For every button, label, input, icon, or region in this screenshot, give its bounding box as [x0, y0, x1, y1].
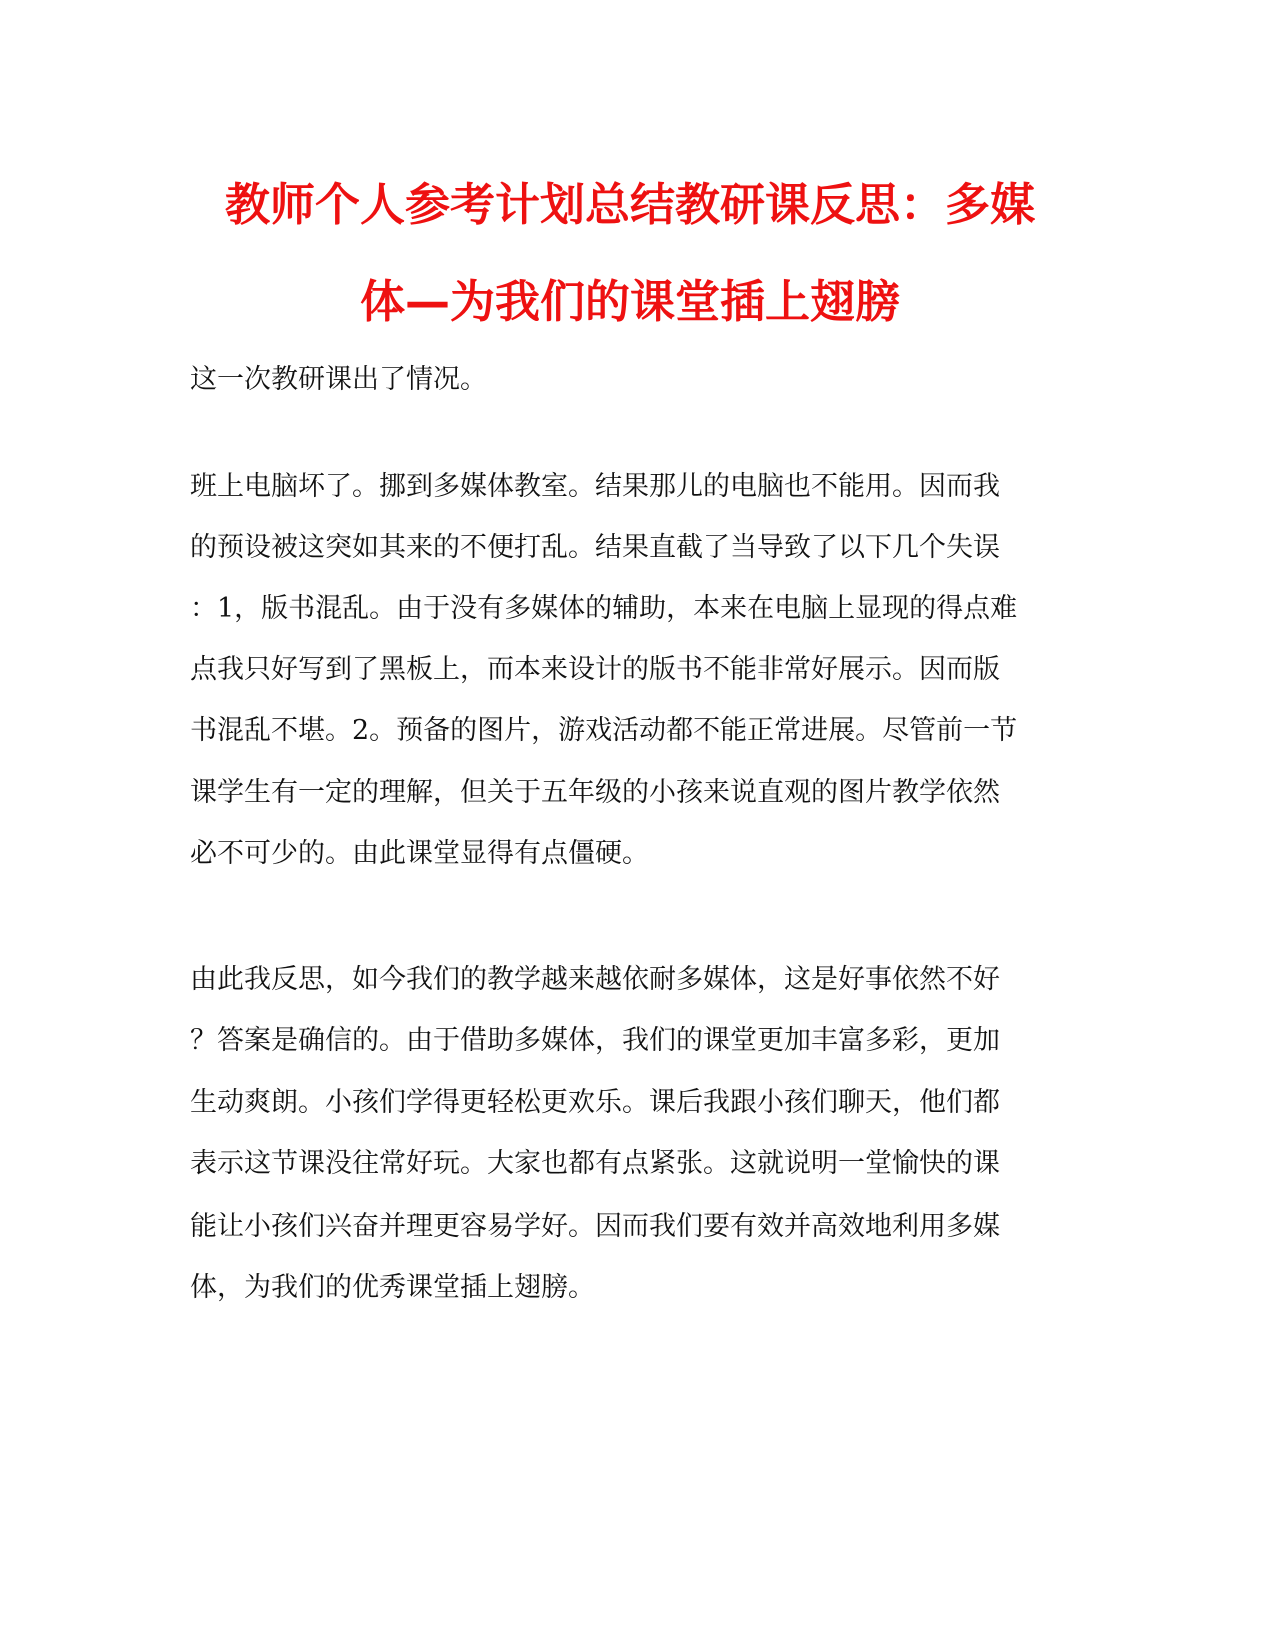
- intro-sentence: 这一次教研课出了情况。: [190, 364, 487, 395]
- document-title-line-2: 体—为我们的课堂插上翅膀: [359, 275, 900, 328]
- paragraph-1-line: 班上电脑坏了。挪到多媒体教室。结果那儿的电脑也不能用。因而我: [190, 471, 1000, 502]
- document-title-line-1: 教师个人参考计划总结教研课反思：多媒: [224, 178, 1035, 231]
- paragraph-1-line: 点我只好写到了黑板上，而本来设计的版书不能非常好展示。因而版: [190, 654, 1000, 685]
- paragraph-2-line: 由此我反思，如今我们的教学越来越依耐多媒体，这是好事依然不好: [190, 964, 1000, 995]
- paragraph-2-line: 生动爽朗。小孩们学得更轻松更欢乐。课后我跟小孩们聊天，他们都: [190, 1087, 1000, 1118]
- paragraph-2-line: 表示这节课没往常好玩。大家也都有点紧张。这就说明一堂愉快的课: [190, 1148, 1000, 1179]
- paragraph-2-line: 能让小孩们兴奋并理更容易学好。因而我们要有效并高效地利用多媒: [190, 1211, 1000, 1242]
- paragraph-1-line: 的预设被这突如其来的不便打乱。结果直截了当导致了以下几个失误: [190, 532, 1000, 563]
- paragraph-1-line: ：1，版书混乱。由于没有多媒体的辅助，本来在电脑上显现的得点难: [190, 593, 1018, 624]
- paragraph-1-line: 书混乱不堪。2。预备的图片，游戏活动都不能正常进展。尽管前一节: [190, 715, 1018, 746]
- paragraph-1-line: 课学生有一定的理解，但关于五年级的小孩来说直观的图片教学依然: [190, 777, 1000, 808]
- paragraph-2-line: 体，为我们的优秀课堂插上翅膀。: [190, 1272, 595, 1303]
- paragraph-1-line: 必不可少的。由此课堂显得有点僵硬。: [190, 838, 649, 869]
- paragraph-2-line: ？答案是确信的。由于借助多媒体，我们的课堂更加丰富多彩，更加: [190, 1025, 1000, 1056]
